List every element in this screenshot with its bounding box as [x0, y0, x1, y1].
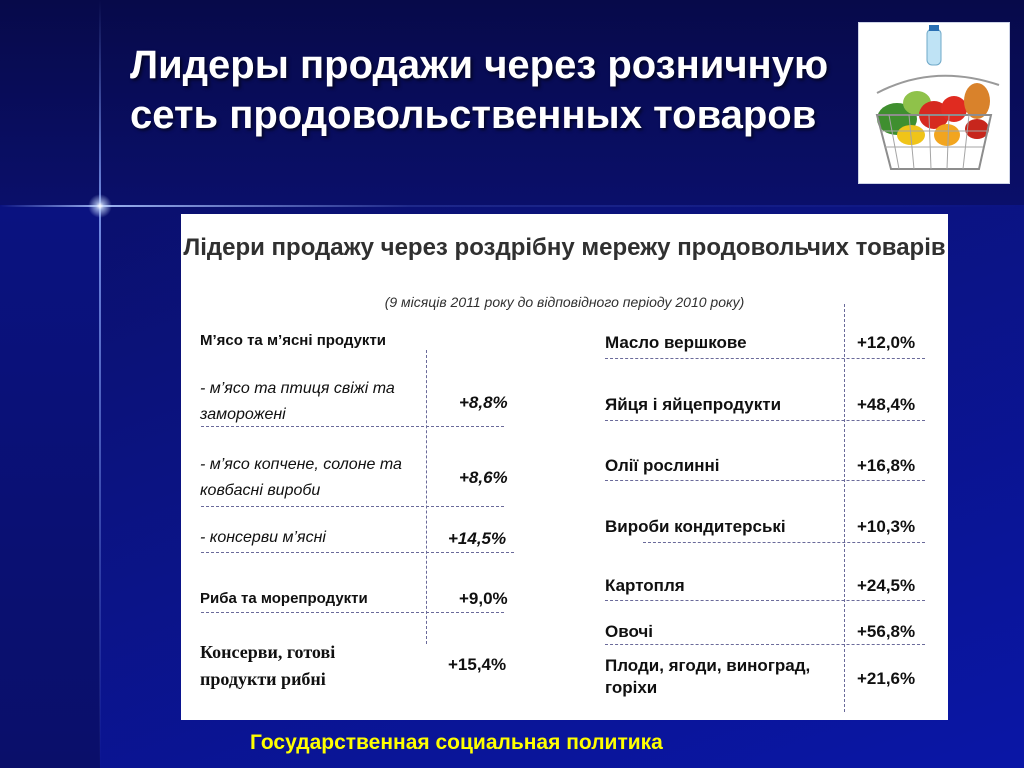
meat-fresh-value: +8,8%	[459, 393, 508, 412]
eggs-label: Яйця і яйцепродукти	[605, 395, 782, 414]
decor-horizontal-line	[0, 205, 1024, 207]
row-divider	[201, 552, 514, 553]
row-divider	[605, 358, 925, 359]
meat-canned-value: +14,5%	[448, 529, 507, 548]
slide-title: Лидеры продажи через розничную сеть продовольственных товаров	[130, 43, 829, 137]
butter-label: Масло вершкове	[605, 333, 747, 352]
butter-value: +12,0%	[857, 333, 916, 352]
row-divider	[643, 542, 925, 543]
row-divider	[201, 612, 504, 613]
sales-leaders-table	[181, 214, 948, 720]
footer-caption: Государственная социальная политика	[250, 731, 663, 754]
vegetables-value: +56,8%	[857, 622, 916, 641]
fish-label: Риба та морепродукти	[200, 590, 368, 607]
meat-canned-label: - консерви м’ясні	[200, 529, 326, 546]
decor-vertical-line	[99, 0, 101, 768]
grocery-basket-image	[858, 22, 1010, 184]
row-divider	[605, 420, 925, 421]
right-column-divider	[844, 304, 845, 712]
row-divider	[605, 480, 925, 481]
eggs-value: +48,4%	[857, 395, 916, 414]
meat-smoked-label: - м’ясо копчене, солоне та ковбасні вироби	[200, 456, 402, 499]
meat-fresh-label: - м’ясо та птиця свіжі та заморожені	[200, 380, 395, 423]
table-subtitle: (9 місяців 2011 року до відповідного періоду 2010 року)	[384, 294, 745, 310]
table-title: Лідери продажу через роздрібну мережу продовольчих товарів	[183, 234, 946, 261]
confectionery-label: Вироби кондитерські	[605, 517, 786, 536]
oil-value: +16,8%	[857, 456, 916, 475]
meat-header: М’ясо та м’ясні продукти	[200, 332, 387, 349]
fruits-value: +21,6%	[857, 669, 916, 688]
potatoes-value: +24,5%	[857, 576, 916, 595]
oil-label: Олії рослинні	[605, 456, 720, 475]
vegetables-label: Овочі	[605, 622, 654, 641]
grocery-basket-icon	[859, 23, 1009, 183]
fish-canned-label: Консерви, готові продукти рибні	[200, 642, 336, 689]
row-divider	[201, 506, 504, 507]
confectionery-value: +10,3%	[857, 517, 916, 536]
fish-value: +9,0%	[459, 589, 508, 608]
potatoes-label: Картопля	[605, 576, 685, 595]
left-band	[0, 205, 100, 768]
sparkle-icon	[86, 192, 114, 220]
row-divider	[605, 600, 925, 601]
fruits-label: Плоди, ягоди, виноград, горіхи	[605, 656, 811, 697]
left-column-divider	[426, 350, 427, 644]
meat-smoked-value: +8,6%	[459, 468, 508, 487]
fish-canned-value: +15,4%	[448, 655, 507, 674]
